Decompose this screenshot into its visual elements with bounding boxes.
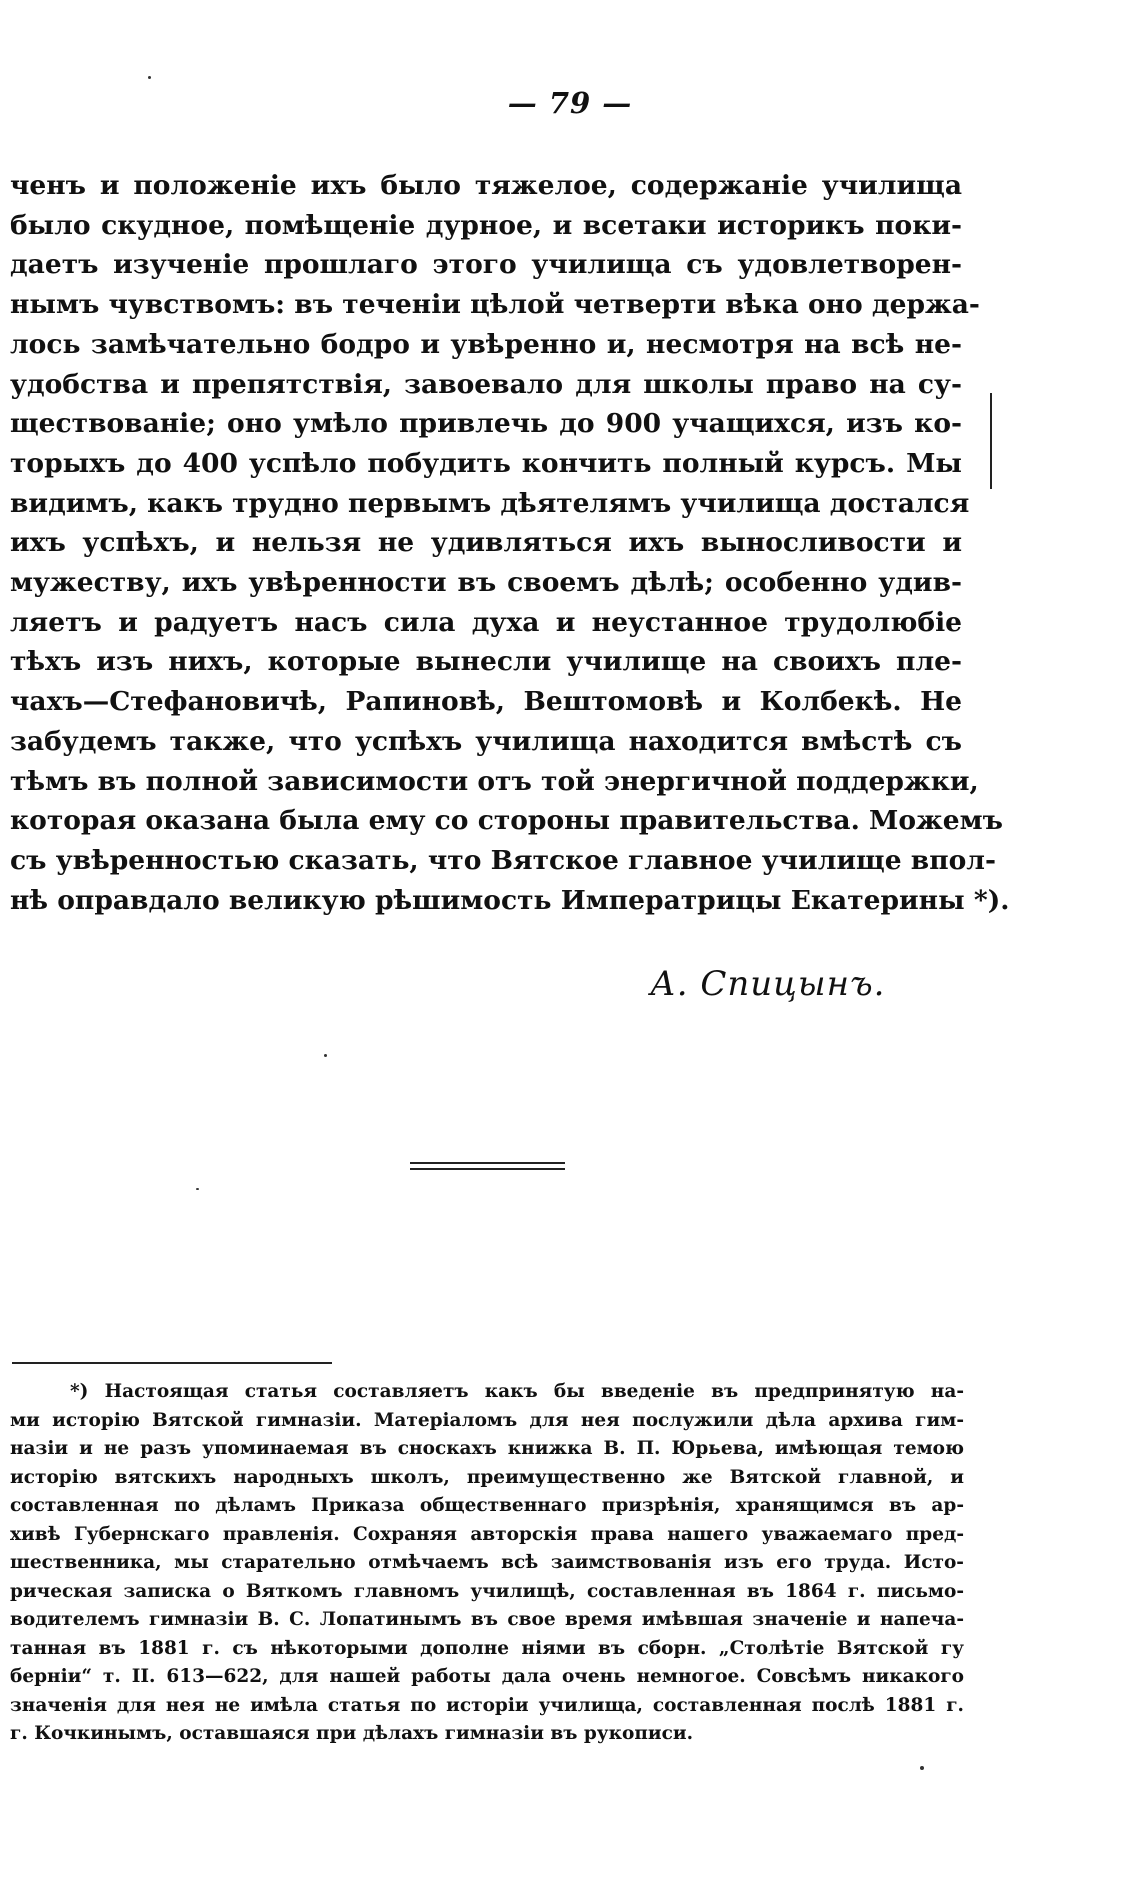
author-signature: А. Спицынъ. [650,964,886,1004]
footnote-line: г. Кочкинымъ, оставшаяся при дѣлахъ гимназіи въ рукописи. [10,1723,694,1744]
text-line: чахъ—Стефановичѣ, Рапиновѣ, Вештомовѣ и Колбекѣ. Не [10,686,962,718]
footnote-line: рическая записка о Вяткомъ главномъ училищѣ, составленная въ 1864 г. письмо- [10,1580,964,1602]
footnote [10,1378,964,1749]
footnote-line: составленная по дѣламъ Приказа общественнаго призрѣнія, хранящимся въ ар- [10,1495,964,1516]
text-line: видимъ, какъ трудно первымъ дѣятелямъ училища достался [10,487,970,519]
footnote-line: шественника, мы старательно отмѣчаемъ всѣ заимствованія изъ его труда. Исто- [10,1552,964,1573]
page-number: — 79 — [507,86,633,120]
footnote-line: берніи“ т. II. 613—622, для нашей работы дала очень немногое. Совсѣмъ никакого [10,1666,964,1687]
text-line: ченъ и положеніе ихъ было тяжелое, содержаніе училища [10,170,962,201]
text-line: нымъ чувствомъ: въ теченіи цѣлой четверти вѣка оно держа- [10,289,980,321]
text-line: съ увѣренностью сказать, что Вятское главное училище впол- [10,844,996,876]
footnote-line: *) Настоящая статья составляетъ какъ бы введеніе въ предпринятую на- [70,1381,964,1402]
footnote-line: исторію вятскихъ народныхъ школъ, преимущественно же Вятской главной, и [10,1466,964,1488]
scan-speck [920,1766,924,1770]
text-line: ляетъ и радуетъ насъ сила духа и неустанное трудолюбіе [10,606,962,638]
footnote-line: назіи и не разъ упоминаемая въ сноскахъ книжка В. П. Юрьева, имѣющая темою [10,1438,964,1459]
text-line: мужеству, ихъ увѣренности въ своемъ дѣлѣ; особенно удив- [10,567,962,599]
text-line: забудемъ также, что успѣхъ училища находится вмѣстѣ съ [10,725,962,757]
text-line: торыхъ до 400 успѣло побудить кончить полный курсъ. Мы [10,447,962,479]
text-line: удобства и препятствія, завоевало для школы право на су- [10,368,962,400]
footnote-line: водителемъ гимназіи В. С. Лопатинымъ въ свое время имѣвшая значеніе и напеча- [10,1609,964,1630]
scan-speck [196,1188,199,1190]
main-text [10,166,1010,920]
margin-mark [990,393,992,489]
text-line: ихъ успѣхъ, и нельзя не удивляться ихъ выносливости и [10,527,962,559]
text-line: ществованіе; оно умѣло привлечь до 900 учащихся, изъ ко- [10,408,962,440]
text-line: было скудное, помѣщеніе дурное, и всетаки историкъ поки- [10,209,962,241]
scan-speck [148,76,151,79]
text-line: лось замѣчательно бодро и увѣренно и, несмотря на всѣ не- [10,328,962,360]
text-line: даетъ изученіе прошлаго этого училища съ удовлетворен- [10,249,962,281]
section-divider [410,1162,565,1170]
footnote-line: значенія для нея не имѣла статья по исторіи училища, составленная послѣ 1881 г. [10,1694,964,1716]
text-line: которая оказана была ему со стороны правительства. Можемъ [10,805,1003,837]
text-line: тѣмъ въ полной зависимости отъ той энергичной поддержки, [10,765,979,797]
footnote-line: танная въ 1881 г. съ нѣкоторыми дополне ніями въ сборн. „Столѣтіе Вятской гу [10,1637,964,1659]
footnote-rule [12,1362,332,1364]
footnote-line: ми исторію Вятской гимназіи. Матеріаломъ для нея послужили дѣла архива гим- [10,1409,964,1431]
footnote-line: хивѣ Губернскаго правленія. Сохраняя авторскія права нашего уважаемаго пред- [10,1523,964,1545]
text-line: тѣхъ изъ нихъ, которые вынесли училище на своихъ пле- [10,646,962,678]
scan-speck [324,1054,327,1057]
text-line: нѣ оправдало великую рѣшимость Императрицы Екатерины *). [10,884,1010,916]
